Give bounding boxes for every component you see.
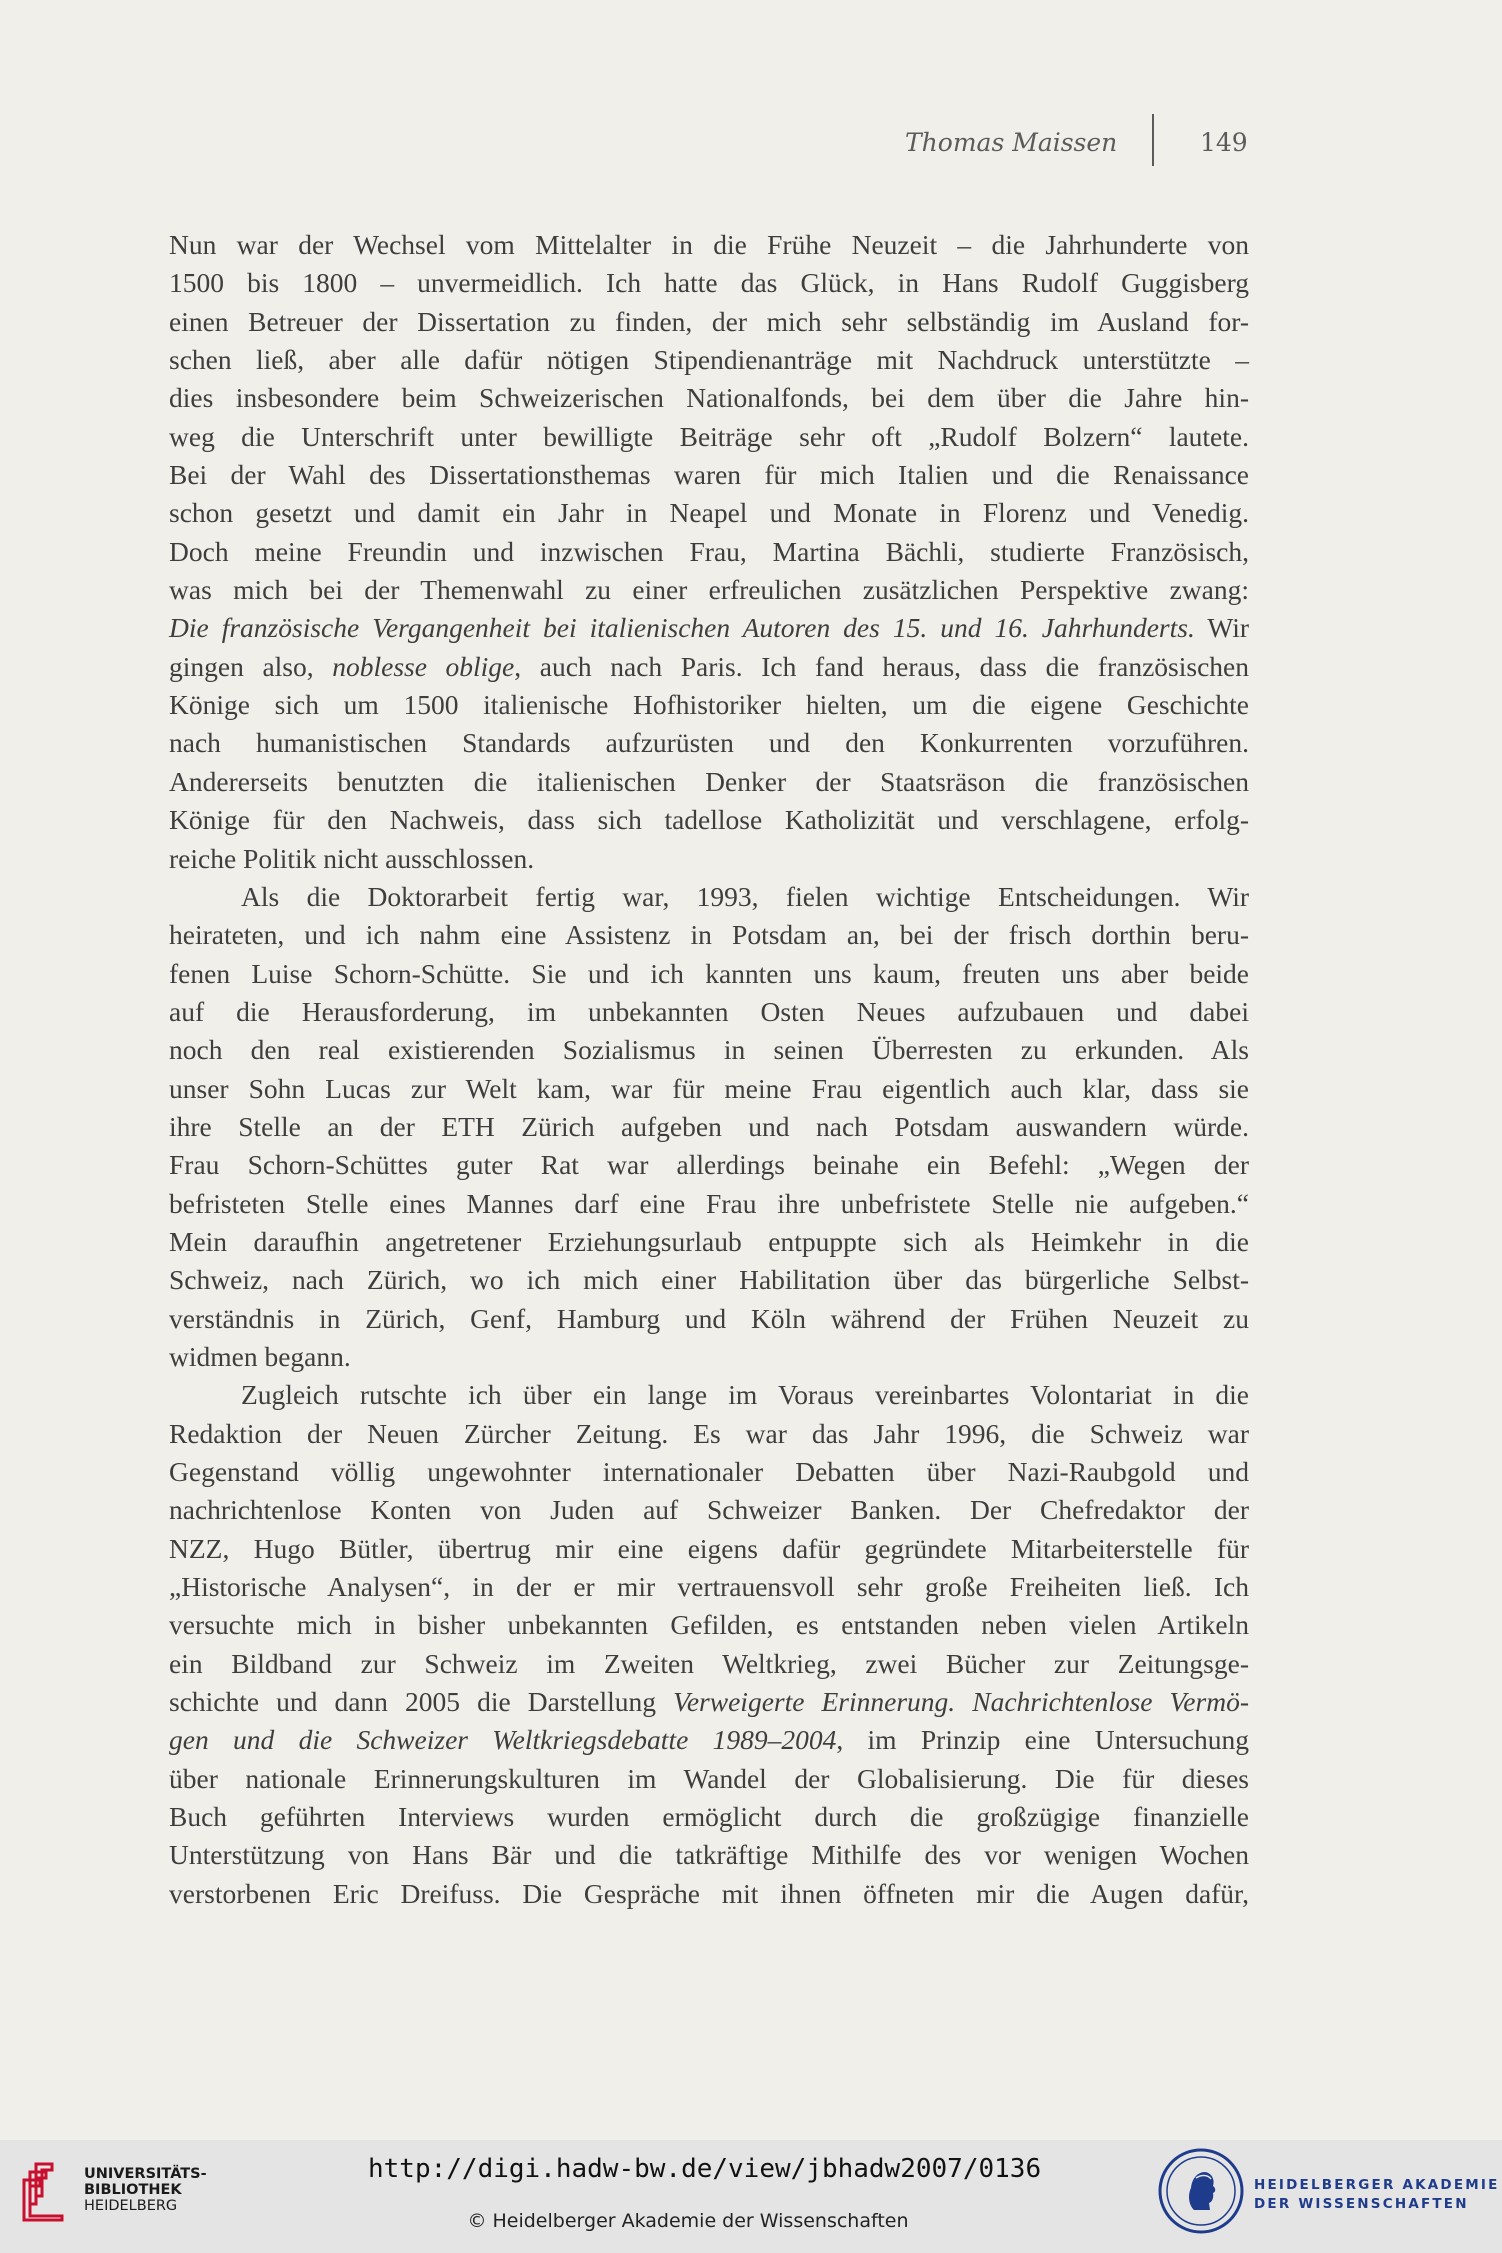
text-line (169, 916, 1249, 954)
library-name (84, 2166, 207, 2214)
text-segment: noch den real existierenden Sozialismus in seinen Überresten zu erkunden. Als (169, 1034, 1249, 1066)
text-segment: schon gesetzt und damit ein Jahr in Neapel und Monate in Florenz und Venedig. (169, 497, 1249, 529)
text-segment: versuchte mich in bisher unbekannten Gefilden, es entstanden neben vielen Artikeln (169, 1609, 1249, 1641)
italic-text-segment: Die französische Vergangenheit bei italienischen Autoren des 15. und 16. Jahrhunderts. (169, 612, 1195, 644)
text-line (169, 341, 1249, 379)
text-segment: Könige sich um 1500 italienische Hofhistoriker hielten, um die eigene Geschichte (169, 689, 1249, 721)
text-segment: gingen also, (169, 650, 333, 682)
copyright-notice: © Heidelberger Akademie der Wissenschaften (467, 2210, 909, 2232)
text-segment: Schweiz, nach Zürich, wo ich mich einer Habilitation über das bürgerliche Selbst- (169, 1264, 1249, 1296)
text-line (169, 878, 1249, 916)
text-line (169, 1530, 1249, 1568)
academy-name-line1: HEIDELBERGER AKADEMIE (1254, 2177, 1500, 2193)
running-head-author: Thomas Maissen (905, 128, 1118, 157)
hadw-seal-icon (1158, 2148, 1244, 2234)
text-segment: Andererseits benutzten die italienischen Denker der Staatsräson die französischen (169, 765, 1249, 797)
text-line (169, 993, 1249, 1031)
text-line (169, 686, 1249, 724)
text-line (169, 1491, 1249, 1529)
text-line (169, 1376, 1249, 1414)
body-text (169, 226, 1249, 1913)
text-line (169, 264, 1249, 302)
text-segment: weg die Unterschrift unter bewilligte Beiträge sehr oft „Rudolf Bolzern“ lautete. (169, 420, 1249, 452)
text-line (169, 1606, 1249, 1644)
text-segment: heirateten, und ich nahm eine Assistenz in Potsdam an, bei der frisch dorthin beru- (169, 919, 1249, 951)
text-line (169, 1415, 1249, 1453)
text-segment: , auch nach Paris. Ich fand heraus, dass die französischen (514, 650, 1249, 682)
text-line (169, 1108, 1249, 1146)
text-line (169, 571, 1249, 609)
text-segment: Bei der Wahl des Dissertationsthemas waren für mich Italien und die Renaissance (169, 459, 1249, 491)
text-segment: über nationale Erinnerungskulturen im Wandel der Globalisierung. Die für dieses (169, 1762, 1249, 1794)
text-line (169, 494, 1249, 532)
text-line (169, 1261, 1249, 1299)
text-segment: Wir (1194, 612, 1249, 644)
text-segment: auf die Herausforderung, im unbekannten Osten Neues aufzubauen und dabei (169, 995, 1249, 1027)
viewer-footer (0, 2140, 1502, 2253)
text-line (169, 955, 1249, 993)
text-segment: Frau Schorn-Schüttes guter Rat war allerdings beinahe ein Befehl: „Wegen der (169, 1149, 1249, 1181)
text-segment: Als die Doktorarbeit fertig war, 1993, fielen wichtige Entscheidungen. Wir (241, 880, 1249, 912)
text-line (169, 1453, 1249, 1491)
text-segment: NZZ, Hugo Bütler, übertrug mir eine eigens dafür gegründete Mitarbeiterstelle für (169, 1532, 1249, 1564)
text-line (169, 1721, 1249, 1759)
text-line (169, 1798, 1249, 1836)
text-segment: ein Bildband zur Schweiz im Zweiten Weltkrieg, zwei Bücher zur Zeitungsge- (169, 1647, 1249, 1679)
text-segment: einen Betreuer der Dissertation zu finden, der mich sehr selbständig im Ausland for- (169, 305, 1249, 337)
text-segment: befristeten Stelle eines Mannes darf eine Frau ihre unbefristete Stelle nie aufgeben.“ (169, 1187, 1249, 1219)
page-number: 149 (1200, 128, 1248, 157)
library-name-line2: BIBLIOTHEK (84, 2182, 182, 2198)
text-segment: verstorbenen Eric Dreifuss. Die Gespräche mit ihnen öffneten mir die Augen dafür, (169, 1877, 1249, 1909)
text-segment: was mich bei der Themenwahl zu einer erfreulichen zusätzlichen Perspektive zwang: (169, 574, 1249, 606)
text-segment: nach humanistischen Standards aufzurüsten und den Konkurrenten vorzuführen. (169, 727, 1249, 759)
permalink-url[interactable]: http://digi.hadw-bw.de/view/jbhadw2007/0136 (368, 2154, 1042, 2184)
text-segment: widmen begann. (169, 1340, 351, 1372)
text-segment: , im Prinzip eine Untersuchung (836, 1724, 1249, 1756)
text-segment: Gegenstand völlig ungewohnter internationaler Debatten über Nazi-Raubgold und (169, 1456, 1249, 1487)
text-segment: Unterstützung von Hans Bär und die tatkräftige Mithilfe des vor wenigen Wochen (169, 1839, 1249, 1871)
italic-text-segment: Verweigerte Erinnerung. Nachrichtenlose Vermö- (673, 1686, 1249, 1718)
text-line (169, 379, 1249, 417)
text-segment: dies insbesondere beim Schweizerischen Nationalfonds, bei dem über die Jahre hin- (169, 382, 1249, 414)
text-line (169, 1875, 1249, 1913)
running-head (0, 128, 1502, 168)
text-line (169, 648, 1249, 686)
running-head-divider (1152, 114, 1154, 166)
ub-heidelberg-logo-icon (22, 2160, 72, 2222)
text-segment: Doch meine Freundin und inzwischen Frau, Martina Bächli, studierte Französisch, (169, 535, 1249, 567)
text-segment: ihre Stelle an der ETH Zürich aufgeben und nach Potsdam auswandern würde. (169, 1110, 1249, 1142)
text-line (169, 1338, 1249, 1376)
text-line (169, 1645, 1249, 1683)
library-name-line3: HEIDELBERG (84, 2198, 178, 2214)
academy-name (1254, 2176, 1500, 2214)
library-name-line1: UNIVERSITÄTS- (84, 2166, 207, 2182)
text-line (169, 840, 1249, 878)
text-line (169, 226, 1249, 264)
text-line (169, 1836, 1249, 1874)
text-segment: Buch geführten Interviews wurden ermöglicht durch die großzügige finanzielle (169, 1801, 1249, 1833)
text-line (169, 1568, 1249, 1606)
italic-text-segment: gen und die Schweizer Weltkriegsdebatte 1989–2004 (169, 1724, 837, 1756)
text-line (169, 1300, 1249, 1338)
text-line (169, 1223, 1249, 1261)
text-line (169, 1031, 1249, 1069)
italic-text-segment: noblesse oblige (332, 650, 515, 682)
text-line (169, 1070, 1249, 1108)
text-segment: fenen Luise Schorn-Schütte. Sie und ich kannten uns kaum, freuten uns aber beide (169, 957, 1249, 989)
text-line (169, 1683, 1249, 1721)
text-line (169, 763, 1249, 801)
text-segment: Nun war der Wechsel vom Mittelalter in die Frühe Neuzeit – die Jahrhunderte von (169, 229, 1249, 260)
text-line (169, 609, 1249, 647)
academy-name-line2: DER WISSENSCHAFTEN (1254, 2196, 1469, 2212)
text-segment: reiche Politik nicht ausschlossen. (169, 842, 535, 874)
text-line (169, 533, 1249, 571)
text-segment: unser Sohn Lucas zur Welt kam, war für meine Frau eigentlich auch klar, dass sie (169, 1072, 1249, 1104)
text-line (169, 303, 1249, 341)
text-segment: Könige für den Nachweis, dass sich tadellose Katholizität und verschlagene, erfolg- (169, 804, 1249, 836)
text-line (169, 418, 1249, 456)
text-segment: „Historische Analysen“, in der er mir vertrauensvoll sehr große Freiheiten ließ. Ich (169, 1571, 1249, 1603)
text-segment: Redaktion der Neuen Zürcher Zeitung. Es war das Jahr 1996, die Schweiz war (169, 1417, 1249, 1449)
text-line (169, 724, 1249, 762)
text-segment: schen ließ, aber alle dafür nötigen Stipendienanträge mit Nachdruck unterstützte – (169, 344, 1249, 376)
text-line (169, 1185, 1249, 1223)
text-segment: 1500 bis 1800 – unvermeidlich. Ich hatte das Glück, in Hans Rudolf Guggisberg (169, 267, 1249, 299)
text-line (169, 1146, 1249, 1184)
text-line (169, 456, 1249, 494)
text-segment: verständnis in Zürich, Genf, Hamburg und Köln während der Frühen Neuzeit zu (169, 1302, 1249, 1334)
text-line (169, 801, 1249, 839)
text-line (169, 1760, 1249, 1798)
text-segment: Zugleich rutschte ich über ein lange im Voraus vereinbartes Volontariat in die (241, 1379, 1249, 1411)
text-segment: schichte und dann 2005 die Darstellung (169, 1686, 674, 1718)
text-segment: Mein daraufhin angetretener Erziehungsurlaub entpuppte sich als Heimkehr in die (169, 1225, 1249, 1257)
text-segment: nachrichtenlose Konten von Juden auf Schweizer Banken. Der Chefredaktor der (169, 1494, 1249, 1526)
